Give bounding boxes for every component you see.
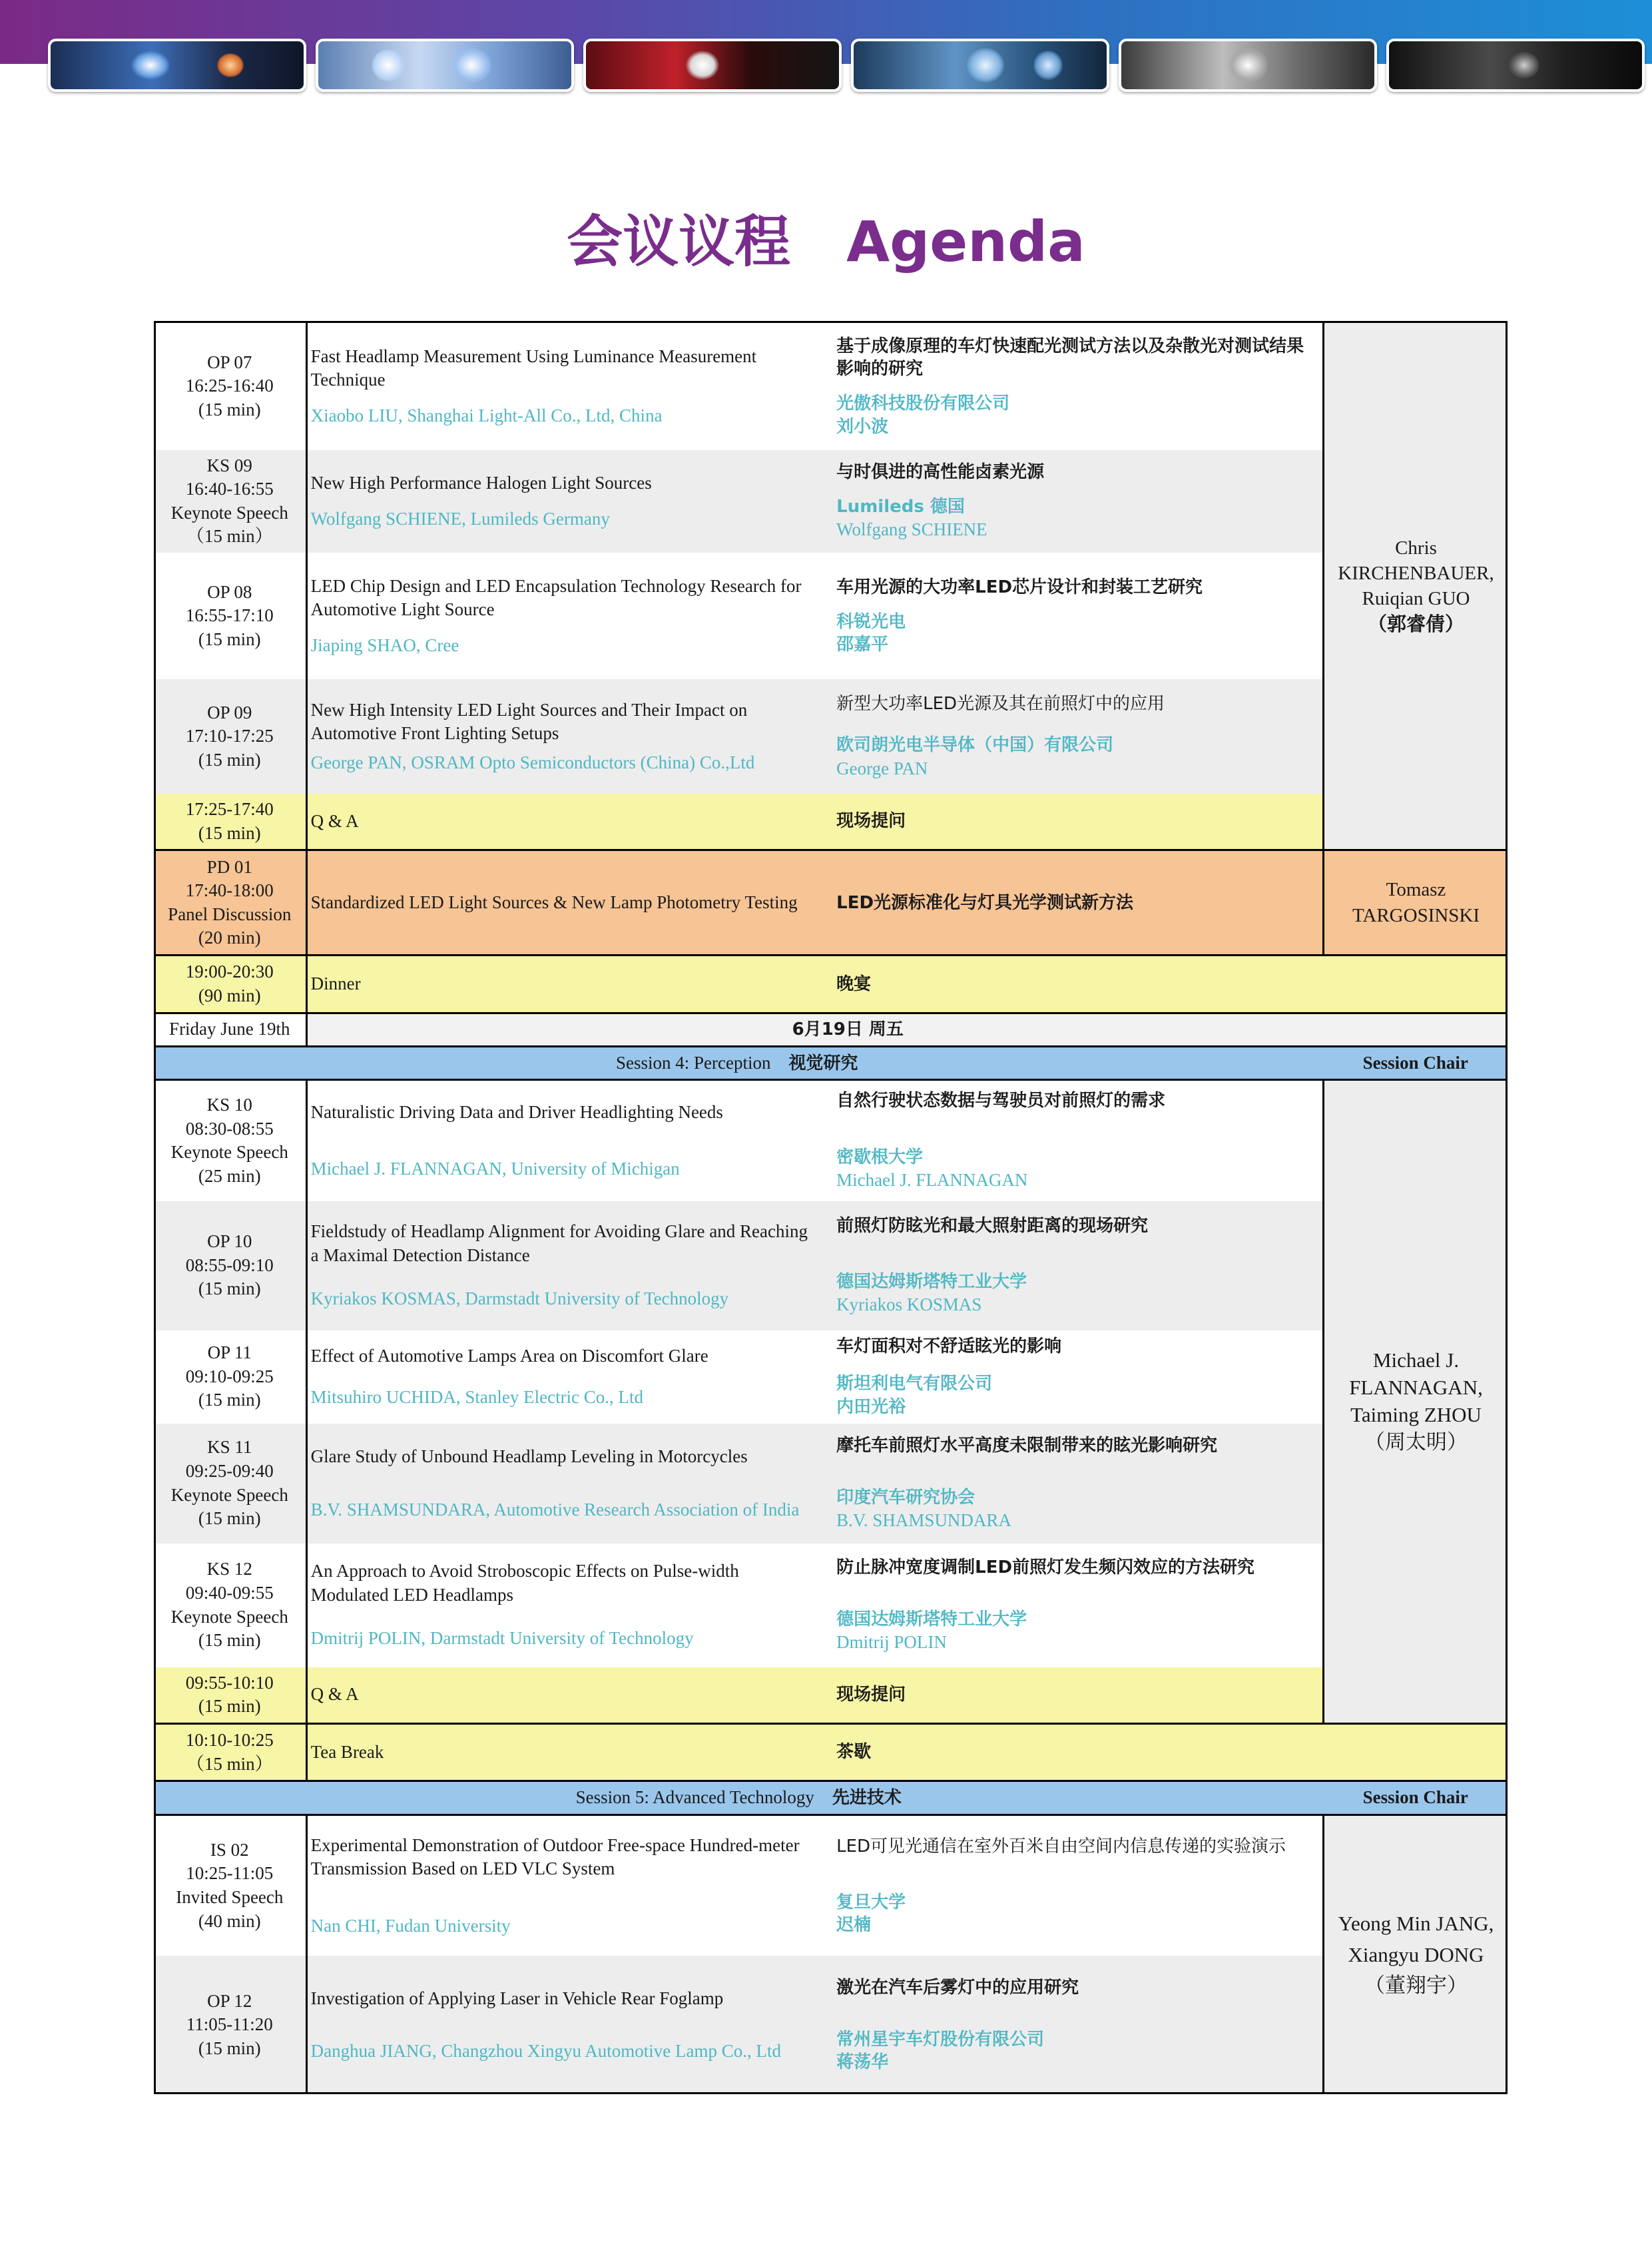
speaker-en: Xiaobo LIU, Shanghai Light-All Co., Ltd, China xyxy=(310,406,663,426)
session-4-header xyxy=(154,1046,1508,1080)
agenda-row-dinner xyxy=(154,956,1508,1013)
headlamp-photo-2 xyxy=(316,39,574,92)
agenda-row-op09 xyxy=(154,679,1508,794)
session-5-header xyxy=(154,1781,1508,1815)
speaker-zh: 科锐光电 邵嘉平 xyxy=(836,611,906,655)
speaker-en: B.V. SHAMSUNDARA, Automotive Research Association of India xyxy=(310,1499,800,1520)
agenda-row-tea-break xyxy=(154,1723,1508,1781)
agenda-row-pd01 xyxy=(154,850,1508,956)
agenda-row-qa-1 xyxy=(154,794,1508,850)
talk-title-zh: LED可见光通信在室外百米自由空间内信息传递的实验演示 复旦大学 迟楠 xyxy=(818,1815,1323,1956)
speaker-zh: 斯坦利电气有限公司 内田光裕 xyxy=(836,1374,993,1417)
speaker-en: Mitsuhiro UCHIDA, Stanley Electric Co., Ltd xyxy=(310,1386,644,1407)
speaker-zh: 密歇根大学 Michael J. FLANNAGAN xyxy=(836,1147,1028,1190)
session-5-title: Session 5: Advanced Technology 先进技术 xyxy=(154,1781,1324,1815)
agenda-row-op12 xyxy=(154,1956,1508,2094)
speaker-en: Danghua JIANG, Changzhou Xingyu Automotive Lamp Co., Ltd xyxy=(310,2041,782,2062)
talk-title-en: Investigation of Applying Laser in Vehicle Rear Foglamp Danghua JIANG, Changzhou Xingyu Automotive Lamp Co., Ltd xyxy=(306,1956,818,2094)
headlamp-photo-1 xyxy=(48,39,306,92)
talk-title-en: Effect of Automotive Lamps Area on Discomfort Glare Mitsuhiro UCHIDA, Stanley Electric Co., Ltd xyxy=(306,1330,818,1424)
talk-title-en: New High Performance Halogen Light Sources Wolfgang SCHIENE, Lumileds Germany xyxy=(306,450,818,553)
agenda-row-op07 xyxy=(154,322,1508,450)
speaker-zh: 光傲科技股份有限公司 刘小波 xyxy=(836,394,1010,437)
time-cell: OP 08 16:55-17:10 (15 min) xyxy=(154,553,306,679)
session-chair-cell: Chris KIRCHENBAUER, Ruiqian GUO （郭睿倩） xyxy=(1324,322,1508,850)
talk-title-zh: 新型大功率LED光源及其在前照灯中的应用 欧司朗光电半导体（中国）有限公司 George PAN xyxy=(818,679,1323,794)
time-cell: OP 09 17:10-17:25 (15 min) xyxy=(154,679,306,794)
time-cell: OP 07 16:25-16:40 (15 min) xyxy=(154,322,306,450)
talk-title-zh: 自然行驶状态数据与驾驶员对前照灯的需求 密歇根大学 Michael J. FLANNAGAN xyxy=(818,1080,1323,1201)
tea-label-zh: 茶歇 xyxy=(818,1723,1508,1781)
time-cell: IS 02 10:25-11:05 Invited Speech (40 min) xyxy=(154,1815,306,1956)
agenda-table xyxy=(154,321,1508,2094)
day-row xyxy=(154,1013,1508,1046)
headlamp-photo-4 xyxy=(851,39,1109,92)
talk-title-en: LED Chip Design and LED Encapsulation Technology Research for Automotive Light Source Jiaping SHAO, Cree xyxy=(306,553,818,679)
qa-label-en: Q & A xyxy=(306,1667,818,1724)
time-cell: OP 12 11:05-11:20 (15 min) xyxy=(154,1956,306,2094)
day-label-en: Friday June 19th xyxy=(154,1013,306,1046)
speaker-zh: 印度汽车研究协会 B.V. SHAMSUNDARA xyxy=(836,1487,1011,1531)
day-label-zh: 6月19日 周五 xyxy=(306,1013,1508,1046)
dinner-label-zh: 晚宴 xyxy=(818,956,1508,1013)
headlamp-photo-3 xyxy=(583,39,842,92)
speaker-en: Nan CHI, Fudan University xyxy=(310,1915,511,1936)
time-cell: PD 01 17:40-18:00 Panel Discussion (20 min) xyxy=(154,850,306,956)
speaker-en: Wolfgang SCHIENE, Lumileds Germany xyxy=(310,508,610,529)
agenda-row-ks11 xyxy=(154,1424,1508,1543)
talk-title-zh: 车用光源的大功率LED芯片设计和封装工艺研究 科锐光电 邵嘉平 xyxy=(818,553,1323,679)
talk-title-en: An Approach to Avoid Stroboscopic Effects on Pulse-width Modulated LED Headlamps Dmitrij POLIN, Darmstadt University of Technology xyxy=(306,1543,818,1667)
time-cell: KS 10 08:30-08:55 Keynote Speech (25 min) xyxy=(154,1080,306,1201)
talk-title-zh: 防止脉冲宽度调制LED前照灯发生频闪效应的方法研究 德国达姆斯塔特工业大学 Dmitrij POLIN xyxy=(818,1543,1323,1667)
speaker-zh: 德国达姆斯塔特工业大学 Kyriakos KOSMAS xyxy=(836,1271,1027,1315)
session-chair-cell: Yeong Min JANG, Xiangyu DONG （董翔宇） xyxy=(1324,1815,1508,2094)
agenda-row-op08 xyxy=(154,553,1508,679)
qa-label-en: Q & A xyxy=(306,794,818,850)
speaker-en: Jiaping SHAO, Cree xyxy=(310,635,459,655)
speaker-en: George PAN, OSRAM Opto Semiconductors (China) Co.,Ltd xyxy=(310,752,755,772)
page-title: 会议议程 Agenda xyxy=(567,209,1085,274)
panel-title-en: Standardized LED Light Sources & New Lamp Photometry Testing xyxy=(306,850,818,956)
time-cell: KS 12 09:40-09:55 Keynote Speech (15 min) xyxy=(154,1543,306,1667)
agenda-row-ks09 xyxy=(154,450,1508,553)
panel-title-zh: LED光源标准化与灯具光学测试新方法 xyxy=(818,850,1323,956)
talk-title-zh: 基于成像原理的车灯快速配光测试方法以及杂散光对测试结果影响的研究 光傲科技股份有限公司 刘小波 xyxy=(818,322,1323,450)
time-cell: 10:10-10:25 （15 min） xyxy=(154,1723,306,1781)
speaker-en: Kyriakos KOSMAS, Darmstadt University of Technology xyxy=(310,1288,729,1309)
speaker-zh: Lumileds 德国 Wolfgang SCHIENE xyxy=(836,496,987,540)
talk-title-en: Naturalistic Driving Data and Driver Headlighting Needs Michael J. FLANNAGAN, University of Michigan xyxy=(306,1080,818,1201)
session-4-title: Session 4: Perception 视觉研究 xyxy=(154,1046,1324,1080)
session-chair-label: Session Chair xyxy=(1324,1046,1508,1080)
time-cell: OP 11 09:10-09:25 (15 min) xyxy=(154,1330,306,1424)
agenda-row-op10 xyxy=(154,1201,1508,1330)
headlamp-photo-5 xyxy=(1119,39,1377,92)
speaker-en: Michael J. FLANNAGAN, University of Michigan xyxy=(310,1159,680,1179)
panel-chair-cell: Tomasz TARGOSINSKI xyxy=(1324,850,1508,956)
qa-label-zh: 现场提问 xyxy=(818,1667,1323,1724)
speaker-zh: 常州星宇车灯股份有限公司 蒋荡华 xyxy=(836,2030,1045,2073)
time-cell: 19:00-20:30 (90 min) xyxy=(154,956,306,1013)
speaker-zh: 欧司朗光电半导体（中国）有限公司 George PAN xyxy=(836,735,1114,778)
agenda-row-qa-2 xyxy=(154,1667,1508,1724)
agenda-row-op11 xyxy=(154,1330,1508,1424)
talk-title-zh: 摩托车前照灯水平高度未限制带来的眩光影响研究 印度汽车研究协会 B.V. SHAMSUNDARA xyxy=(818,1424,1323,1543)
agenda-row-ks12 xyxy=(154,1543,1508,1667)
talk-title-zh: 前照灯防眩光和最大照射距离的现场研究 德国达姆斯塔特工业大学 Kyriakos KOSMAS xyxy=(818,1201,1323,1330)
agenda-row-ks10 xyxy=(154,1080,1508,1201)
speaker-zh: 复旦大学 迟楠 xyxy=(836,1892,906,1936)
talk-title-zh: 与时俱进的高性能卤素光源 Lumileds 德国 Wolfgang SCHIENE xyxy=(818,450,1323,553)
time-cell: KS 11 09:25-09:40 Keynote Speech (15 min) xyxy=(154,1424,306,1543)
time-cell: KS 09 16:40-16:55 Keynote Speech （15 min） xyxy=(154,450,306,553)
talk-title-en: Fast Headlamp Measurement Using Luminance Measurement Technique Xiaobo LIU, Shanghai Light-All Co., Ltd, China xyxy=(306,322,818,450)
qa-label-zh: 现场提问 xyxy=(818,794,1323,850)
talk-title-en: Fieldstudy of Headlamp Alignment for Avoiding Glare and Reaching a Maximal Detection Distance Kyriakos KOSMAS, Darmstadt University of Technology xyxy=(306,1201,818,1330)
session-chair-label: Session Chair xyxy=(1324,1781,1508,1815)
tea-label-en: Tea Break xyxy=(306,1723,818,1781)
dinner-label-en: Dinner xyxy=(306,956,818,1013)
session-chair-cell: Michael J. FLANNAGAN, Taiming ZHOU （周太明） xyxy=(1324,1080,1508,1724)
agenda-row-is02 xyxy=(154,1815,1508,1956)
talk-title-zh: 激光在汽车后雾灯中的应用研究 常州星宇车灯股份有限公司 蒋荡华 xyxy=(818,1956,1323,2094)
time-cell: 09:55-10:10 (15 min) xyxy=(154,1667,306,1724)
header-image-strip xyxy=(48,39,1645,88)
time-cell: 17:25-17:40 (15 min) xyxy=(154,794,306,850)
speaker-en: Dmitrij POLIN, Darmstadt University of Technology xyxy=(310,1628,694,1649)
talk-title-en: Experimental Demonstration of Outdoor Free-space Hundred-meter Transmission Based on LED VLC System Nan CHI, Fudan University xyxy=(306,1815,818,1956)
speaker-zh: 德国达姆斯塔特工业大学 Dmitrij POLIN xyxy=(836,1609,1027,1653)
talk-title-en: New High Intensity LED Light Sources and Their Impact on Automotive Front Lighting Setups George PAN, OSRAM Opto Semiconductors (China) Co.,Ltd xyxy=(306,679,818,794)
headlamp-photo-6 xyxy=(1386,39,1645,92)
talk-title-en: Glare Study of Unbound Headlamp Leveling in Motorcycles B.V. SHAMSUNDARA, Automotive Research Association of India xyxy=(306,1424,818,1543)
talk-title-zh: 车灯面积对不舒适眩光的影响 斯坦利电气有限公司 内田光裕 xyxy=(818,1330,1323,1424)
time-cell: OP 10 08:55-09:10 (15 min) xyxy=(154,1201,306,1330)
